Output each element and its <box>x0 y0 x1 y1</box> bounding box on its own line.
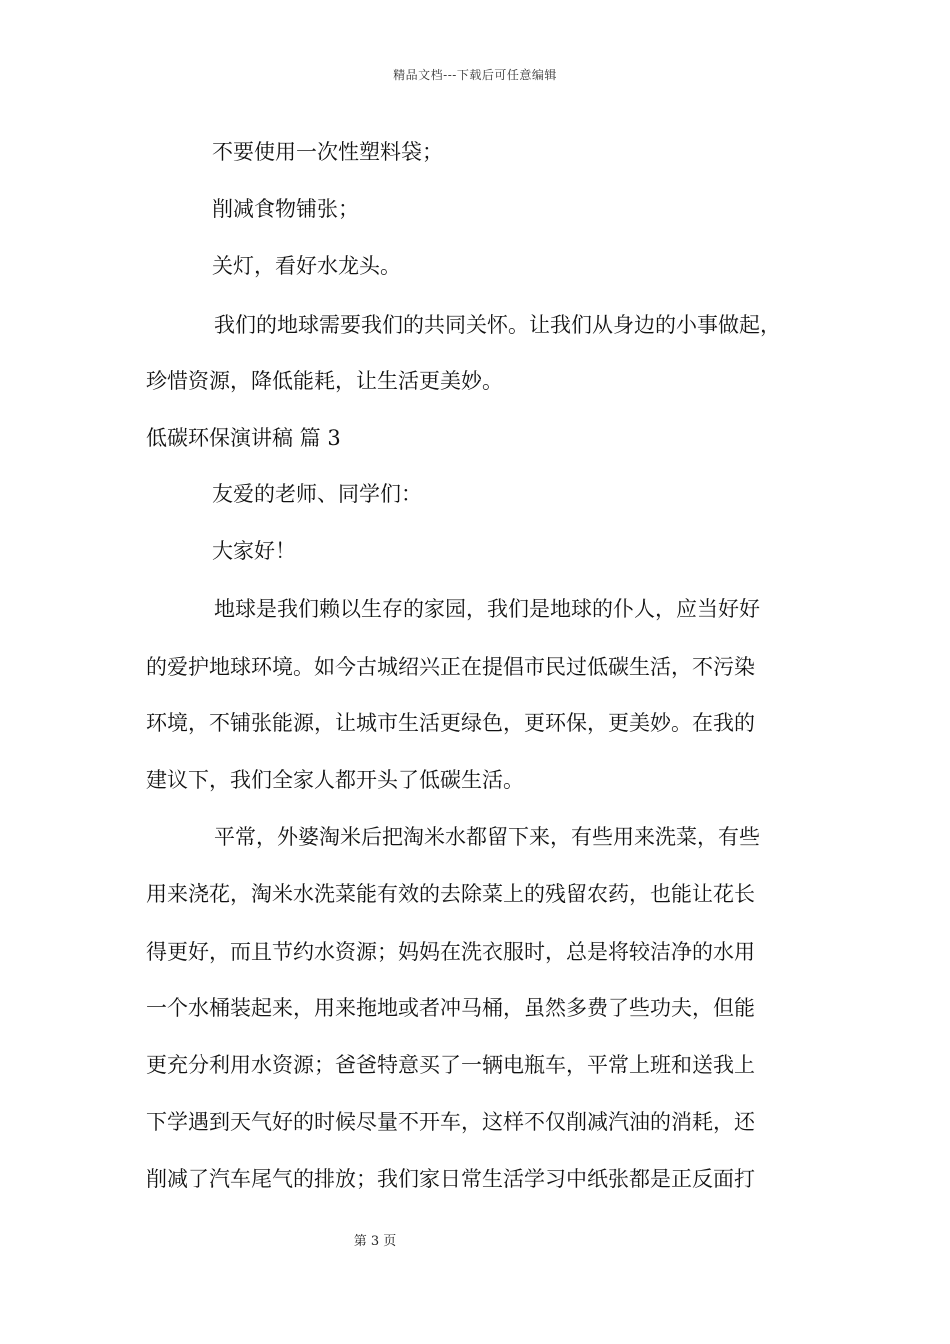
page-number: 第 3 页 <box>353 1234 397 1249</box>
text-line: 下学遇到天气好的时候尽量不开车，这样不仅削减汽油的消耗，还 <box>146 1110 755 1134</box>
greeting: 大家好！ <box>212 539 296 563</box>
text-line: 地球是我们赖以生存的家园，我们是地球的仆人，应当好好 <box>214 597 760 621</box>
text-line: 珍惜资源，降低能耗，让生活更美妙。 <box>146 369 503 393</box>
text-line: 削减了汽车尾气的排放；我们家日常生活学习中纸张都是正反面打 <box>146 1167 755 1191</box>
text-line: 建议下，我们全家人都开头了低碳生活。 <box>146 768 524 792</box>
text-line: 我们的地球需要我们的共同关怀。让我们从身边的小事做起， <box>214 313 781 337</box>
text-line: 关灯，看好水龙头。 <box>212 254 401 278</box>
text-line: 环境，不铺张能源，让城市生活更绿色，更环保，更美妙。在我的 <box>146 711 755 735</box>
text-line: 不要使用一次性塑料袋； <box>212 140 443 164</box>
page-header: 精品文档---下载后可任意编辑 <box>393 68 557 82</box>
section-heading: 低碳环保演讲稿 篇 3 <box>146 426 341 450</box>
text-line: 更充分利用水资源；爸爸特意买了一辆电瓶车，平常上班和送我上 <box>146 1053 755 1077</box>
text-line: 用来浇花，淘米水洗菜能有效的去除菜上的残留农药，也能让花长 <box>146 882 755 906</box>
text-line: 削减食物铺张； <box>212 197 359 221</box>
text-line: 的爱护地球环境。如今古城绍兴正在提倡市民过低碳生活，不污染 <box>146 655 755 679</box>
text-line: 一个水桶装起来，用来拖地或者冲马桶，虽然多费了些功夫，但能 <box>146 996 755 1020</box>
text-line: 平常，外婆淘米后把淘米水都留下来，有些用来洗菜，有些 <box>214 825 760 849</box>
salutation: 友爱的老师、同学们： <box>212 482 422 506</box>
text-line: 得更好，而且节约水资源；妈妈在洗衣服时，总是将较洁净的水用 <box>146 940 755 964</box>
